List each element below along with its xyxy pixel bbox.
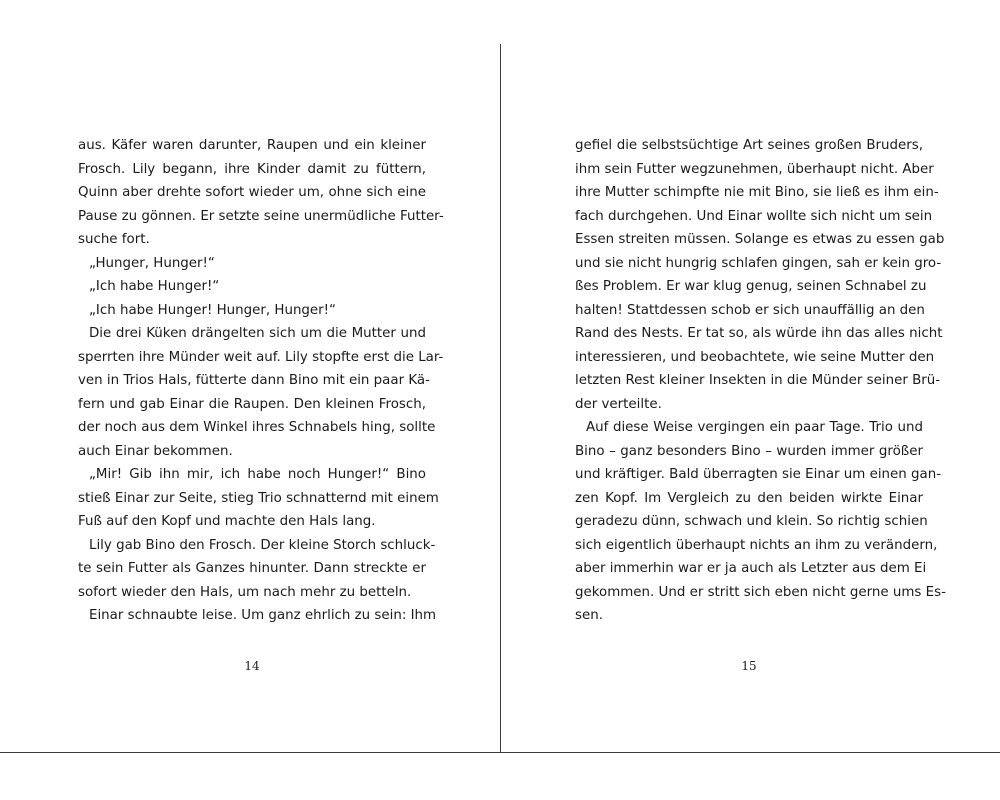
text-line: sen. <box>575 608 603 623</box>
text-line: zen Kopf. Im Vergleich zu den beiden wirkte Einar <box>575 490 923 506</box>
text-line: ihre Mutter schimpfte nie mit Bino, sie ließ es ihm ein- <box>575 185 939 200</box>
left-page-number: 14 <box>244 659 260 673</box>
right-page-number: 15 <box>741 659 757 673</box>
text-line: Lily gab Bino den Frosch. Der kleine Storch schluck- <box>89 537 436 553</box>
text-line: Auf diese Weise vergingen ein paar Tage. Trio und <box>586 420 923 435</box>
text-line: „Ich habe Hunger!“ <box>89 279 220 294</box>
text-line: „Ich habe Hunger! Hunger, Hunger!“ <box>89 302 336 318</box>
text-line: Die drei Küken drängelten sich um die Mutter und <box>89 326 426 341</box>
text-line: sofort wieder den Hals, um nach mehr zu betteln. <box>78 584 412 600</box>
text-line: letzten Rest kleiner Insekten in die Münder seiner Brü- <box>575 373 941 388</box>
text-line: fern und gab Einar die Raupen. Den kleinen Frosch, <box>78 396 426 412</box>
text-line: Bino – ganz besonders Bino – wurden immer größer <box>575 443 923 459</box>
text-line: interessieren, und beobachtete, wie seine Mutter den <box>575 349 935 365</box>
text-line: ven in Trios Hals, fütterte dann Bino mit ein paar Kä- <box>78 373 430 388</box>
text-line: halten! Stattdessen schob er sich unauffällig an den <box>575 302 925 318</box>
text-line: Essen streiten müssen. Solange es etwas zu essen gab <box>575 232 945 247</box>
text-line: ihm sein Futter wegzunehmen, überhaupt nicht. Aber <box>575 161 934 177</box>
text-line: auch Einar bekommen. <box>78 443 233 459</box>
text-line: der noch aus dem Winkel ihres Schnabels hing, sollte <box>78 420 436 435</box>
text-line: Pause zu gönnen. Er setzte seine unermüdliche Futter- <box>78 208 444 224</box>
left-page-text <box>78 134 444 628</box>
text-line: „Mir! Gib ihn mir, ich habe noch Hunger!“ Bino <box>89 467 426 482</box>
text-line: sperrten ihre Münder weit auf. Lily stopfte erst die Lar- <box>78 349 444 365</box>
text-line: der verteilte. <box>575 396 662 412</box>
gutter-line <box>500 44 501 753</box>
right-page-text <box>575 134 946 628</box>
text-line: aber immerhin war er ja auch als Letzter aus dem Ei <box>575 561 927 576</box>
text-line: Fuß auf den Kopf und machte den Hals lang. <box>78 514 376 529</box>
text-line: sich eigentlich überhaupt nichts an ihm zu verändern, <box>575 537 938 553</box>
text-line: stieß Einar zur Seite, stieg Trio schnatternd mit einem <box>78 490 439 506</box>
text-line: „Hunger, Hunger!“ <box>89 255 215 271</box>
text-line: Einar schnaubte leise. Um ganz ehrlich zu sein: Ihm <box>89 608 437 623</box>
text-line: Frosch. Lily begann, ihre Kinder damit zu füttern, <box>78 161 426 177</box>
text-line: ßes Problem. Er war klug genug, seinen Schnabel zu <box>575 279 927 294</box>
text-line: Rand des Nests. Er tat so, als würde ihn das alles nicht <box>575 326 943 341</box>
text-line: und sie nicht hungrig schlafen gingen, sah er kein gro- <box>575 255 942 271</box>
text-line: aus. Käfer waren darunter, Raupen und ein kleiner <box>78 138 426 153</box>
text-line: geradezu dünn, schwach und klein. So richtig schien <box>575 514 928 529</box>
text-line: suche fort. <box>78 232 150 247</box>
text-line: Quinn aber drehte sofort wieder um, ohne sich eine <box>78 185 426 200</box>
text-line: te sein Futter als Ganzes hinunter. Dann streckte er <box>78 561 426 576</box>
text-line: fach durchgehen. Und Einar wollte sich nicht um sein <box>575 208 933 224</box>
text-line: gefiel die selbstsüchtige Art seines großen Bruders, <box>575 138 923 153</box>
text-line: und kräftiger. Bald überragten sie Einar um einen gan- <box>575 467 942 482</box>
bottom-edge-line <box>0 752 1000 753</box>
text-line: gekommen. Und er stritt sich eben nicht gerne ums Es- <box>575 584 946 600</box>
